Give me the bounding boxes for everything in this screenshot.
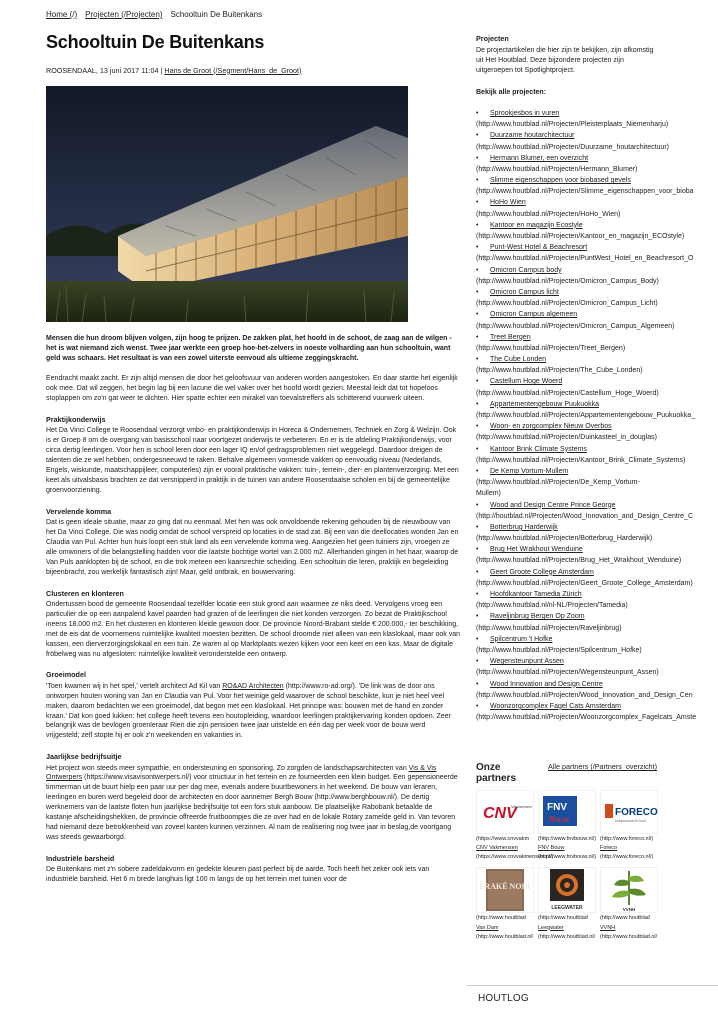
project-link[interactable]: Geert Groote College Amsterdam [490,568,594,576]
hero-image [46,86,408,322]
list-item[interactable] [476,287,716,309]
frake-noir-logo-text: FRAKÉ NOIR [479,882,531,892]
project-link[interactable]: Slimme eigenschappen voor biobased gevels [490,177,631,185]
section-heading: Jaarlijkse bedrijfsuitje [46,752,122,762]
breadcrumb-projects-link[interactable]: Projecten (/Projecten) [85,10,163,19]
list-item[interactable] [476,153,716,175]
list-item[interactable] [476,354,716,376]
section-heading: Industriële barsheid [46,854,115,864]
list-item[interactable] [476,634,716,656]
partner-grid [476,790,716,941]
project-url: (http://www.houtblad.nl/Projecten/Pleisterplaats_Niemenharju) [476,121,669,129]
project-link[interactable]: Hoofdkantoor Tamedia Zürich [490,591,582,599]
partner-url-2: (http://www.houtblad.nl/ [476,933,534,940]
text-before: Het project won steeds meer sympathie, en ondersteuning en sponsoring. Zo zorgden de landschapsarchitecten van [46,764,409,772]
section-praktijkonderwijs [46,415,460,496]
project-url: (http://www.houtblad.nl/Projecten/Omicron_Campus_Body) [476,277,659,285]
project-url: (http://www.houtblad.nl/nl-NL/Projecten/Tamedia) [476,602,628,610]
houtlog-heading: HOUTLOG [466,985,718,1006]
list-item[interactable] [476,701,716,723]
list-item[interactable] [476,500,716,522]
bullet-icon: • [476,546,479,554]
partner-url-2: (https://www.cnvvakmensen.nl/) [476,854,554,861]
foreco-logo-sub: Uniquewood in hout [615,819,646,823]
cnv-logo[interactable] [476,790,534,834]
leegwater-logo[interactable] [538,867,596,913]
project-list [476,108,716,723]
section-clusteren [46,589,460,660]
frake-noir-logo[interactable] [476,867,534,913]
partner-url: (http://www.houtblad [538,915,588,922]
bullet-icon: • [476,288,479,296]
project-link[interactable]: Omicron Campus licht [490,288,559,296]
project-link[interactable]: Appartementengebouw Puukuokka [490,400,599,408]
partner-url-2: (http://www.foreco.nl/) [600,854,654,861]
section-text [46,764,460,844]
project-link[interactable]: Duurzame houtarchitectuur [490,132,575,140]
bullet-icon: • [476,311,479,319]
partners-heading: Onze partners [476,762,517,784]
project-link[interactable]: Omicron Campus algemeen [490,311,578,319]
project-link[interactable]: Kantoor en magazijn Ecostyle [490,221,583,229]
project-url: (http://www.houtblad.nl/Projecten/Geert_Groote_College_Amsterdam) [476,579,693,587]
project-link[interactable]: Hermann Blumer, een overzicht [490,154,589,162]
bullet-icon: • [476,423,479,431]
section-groeimodel [46,670,460,741]
project-url: (http://www.houtblad.nl/Projecten/Hermann_Blumer) [476,165,638,173]
list-item[interactable] [476,332,716,354]
bullet-icon: • [476,378,479,386]
list-item[interactable] [476,679,716,701]
partner-card-fnv[interactable] [538,790,598,861]
article [46,26,460,885]
partner-name-link[interactable]: Foreco [600,845,618,852]
list-item[interactable] [476,567,716,589]
project-link[interactable]: Spilcentrum 't Hofke [490,635,553,643]
text-after: (http://www.ro-ad.org/). 'De link was de door ons ontworpen houten woning van Jan en Claudia van Pul. Voor het weinige geld waarover de school beschikte, kun je niet heel veel maken, daarom bedachten we een groeimodel, dat begon met een klaslokaal. Het principe was: bouwen met de hand en zonder kraan.' Dat kon goed lukken: het college heeft tevens een houtopleiding, waardoor leerlingen praktijkervaring konden opdoen. Zeer belangrijk was de bevlogen groenleraar Rien die zijn pensioen twee jaar uitstelde en één dag per week voor de bouw werd vrijgesteld; zelf stopte hij er ook z'n weekenden en vakanties in. [46,682,451,740]
section-vervelende-komma [46,507,460,578]
foreco-logo[interactable] [600,790,658,834]
bullet-icon: • [476,177,479,185]
project-url: (http://www.houtblad.nl/Projecten/De_Kemp_Vortum- [476,479,640,487]
project-link[interactable]: Brug Het Wrakhout Wenduine [490,546,583,554]
project-url: (http://www.houtblad.nl/Projecten/Kantoor_Brink_Climate_Systems) [476,456,686,464]
bullet-icon: • [476,333,479,341]
partner-url: (https://www.cnvvakm [476,836,530,842]
project-url: (http://www.houtblad.nl/Projecten/Omicron_Campus_Licht) [476,300,658,308]
project-url: (http://www.houtblad.nl/Projecten/Wood_Innovation_and_Design_Cen [476,691,693,699]
partner-url: (http://www.foreco.nl/) [600,836,654,842]
bullet-icon: • [476,221,479,229]
leegwater-logo-text: LEEGWATER [551,905,583,912]
partner-card-leegwater[interactable] [538,867,598,940]
text-after: (https://www.visavisontwerpers.nl/) voor structuur in het terrein en ze fourneerden een klein budget. Een gepensioneerde timmerman uit de buurt hielp een paar uur per dag mee, evenals andere buurtbewoners in het weekend. De bouw van leraren, leerlingen en buren werd begeleid door de architecten en door aannemer Bergh Bouw (http://www.berghbouw.nl/). De dertig werknemers van de laatste floten hun jaarlijkse bedrijfsuitje tot een fors stuk aanbouw. De plaatselijke Rabobank betaalde de kastanje afscheidingshekken, de provincie offreerde fruitboompjes die ze over had en de lokale Rotary zamelde geld in. Van tevoren had niemand deze betrokkenheid van zoveel kanten kunnen verzinnen. Al nam de realisering nog twee jaar in beslag,de voortgang was steeds gewaarborgd. [46,774,458,842]
bullet-icon: • [476,702,479,710]
bullet-icon: • [476,445,479,453]
partner-name-link[interactable]: CNV Vakmensen [476,845,518,852]
project-link[interactable]: Sprookjesbos in vuren [490,109,560,117]
project-url: (http://www.houtblad.nl/Projecten/Kantoor_en_magazijn_ECOstyle) [476,233,685,241]
list-item[interactable] [476,242,716,264]
partners-header [476,762,716,784]
project-link[interactable]: Wegensteunpunt Assen [490,658,564,666]
all-partners-link[interactable]: Alle partners (/Partners_overzicht) [548,762,658,771]
partner-card-vvnh[interactable] [600,867,660,940]
bullet-icon: • [476,154,479,162]
cnv-logo-sub: Vakmensen [511,804,532,809]
partner-card-van-dam[interactable] [476,867,536,940]
breadcrumb [46,9,262,20]
section-text: Het Da Vinci College te Roosendaal verzorgt vmbo- en praktijkonderwijs in Horeca & Ondernemen, Techniek en Zorg & Welzijn. Ook is er Groep 8 om de overgang van basisschool naar voortgezet onderwijs te verbeteren. En er is de afdeling Praktijkonderwijs, voor circa dertig leerlingen. Voor hen is school leren door een lager IQ en/of gedragsproblemen niet weggelegd. Daardoor dreigen de talenten die ze wel hebben, ondergesneeuwd te raken. Behalve algemeen vormende vakken op eenvoudig niveau (Nederlands, Engels, wiskunde, maatschappijleer, computerles) zijn er vooral praktische vakken: tuin-, terrein-, dier- en plantenverzorging. Met een keet als uitvalsbasis brachten ze dat versnipperd in praktijk in de tuinen van andere Roosendaalse scholen en bij de gemeentelijke groenvoorziening. [46,427,459,494]
list-item[interactable] [476,544,716,566]
list-item[interactable] [476,444,716,466]
bullet-icon: • [476,658,479,666]
cnv-logo-text: CNV [483,805,517,822]
project-url-cont: Mullem) [476,490,501,498]
article-lead: Mensen die hun droom blijven volgen, zijn hoog te prijzen. De zakken plat, het hoofd in de schoot, de zaag aan de wilgen - het is wat niemand zich wenst. Twee jaar werkte een groep hoe-het-zelvers in noeste volharding aan hun schooltuin, want geld was schaars. Het resultaat is van een zowel uiterste eenvoud als ultieme zeggingskracht. [46,334,452,363]
partners-block [476,762,716,941]
partner-url: (http://www.houtblad [600,915,650,922]
list-item[interactable] [476,197,716,219]
article-date: ROOSENDAAL, 13 juni 2017 11:04 | [46,65,163,75]
project-link[interactable]: Punt-West Hotel & Beachresort [490,244,588,252]
project-link[interactable]: Wood and Design Centre Prince George [490,501,616,509]
sidebar-heading: Projecten [476,34,509,43]
project-link[interactable]: Omicron Campus body [490,266,562,274]
section-text: De Buitenkans met z'n sobere zadeldakvorm en gedekte kleuren past perfect bij de aarde. Toch heeft het zeker ook iets van industriële barsheid. Het 6 m brede langhuis ligt 100 m langs de op het terrein met tuinen voor de [46,866,430,884]
project-url: (http://www.houtblad.nl/Projecten/The_Cube_Londen) [476,367,643,375]
partner-url: (http://www.fnvbouw.nl/) [538,836,597,842]
list-item[interactable] [476,421,716,443]
bullet-icon: • [476,132,479,140]
foreco-logo-text: FORECO [615,807,658,818]
section-heading: Groeimodel [46,670,86,680]
project-link[interactable]: The Cube Londen [490,356,547,364]
project-url: (http://www.houtblad.nl/Projecten/Slimme_eigenschappen_voor_bioba [476,188,694,196]
list-item[interactable] [476,611,716,633]
page-title: Schooltuin De Buitenkans [46,32,265,52]
project-url: (http://www.houtblad.nl/Projecten/Duurzame_houtarchitectuur) [476,143,669,151]
bullet-icon: • [476,568,479,576]
list-item[interactable] [476,108,716,130]
project-link[interactable]: De Kemp Vortum-Mullem [490,467,569,475]
text-before: 'Toen kwamen wij in het spel,' vertelt architect Ad Kil van [46,682,223,690]
fnv-logo-text: FNV [547,802,567,813]
greenhouse-photo [46,86,408,322]
project-link[interactable]: Treet Bergen [490,333,531,341]
project-url: (http://www.houtblad.nl/Projecten/Omicron_Campus_Algemeen) [476,322,675,330]
project-url: (http://www.houtblad.nl/Projecten/Woonzorgcomplex_Fagelcats_Amste [476,714,697,722]
article-meta [46,66,460,76]
author-link[interactable]: Hans de Groot (/Segment/Hans_de_Groot) [164,65,302,75]
sidebar [476,34,716,723]
project-url: (http://www.houtblad.nl/Projecten/Raveljinbrug) [476,624,622,632]
bullet-icon: • [476,591,479,599]
section-heading: Praktijkonderwijs [46,415,106,424]
list-item[interactable] [476,220,716,242]
project-link[interactable]: Wood Innovation and Design Centre [490,680,603,688]
vis-vis-link[interactable]: Vis & Vis Ontwerpers [46,764,437,782]
fnv-logo[interactable] [538,790,596,834]
all-projects-title: Bekijk alle projecten: [476,89,547,97]
vvnh-logo[interactable] [600,867,658,913]
project-link[interactable]: HoHo Wien [490,199,526,207]
list-item[interactable] [476,130,716,152]
list-item[interactable] [476,175,716,197]
bullet-icon: • [476,356,479,364]
project-url: (http://www.houtblad.nl/Projecten/Castellum_Hoge_Woerd) [476,389,659,397]
list-item[interactable] [476,265,716,287]
list-item[interactable] [476,399,716,421]
project-link[interactable]: Kantoor Brink Climate Systems [490,445,587,453]
project-url: (http://houtblad.nl/Projecten/Wood_Innovation_and_Design_Centre_C [476,512,694,520]
project-url: (http://www.houtblad.nl/Projecten/Spilcentrum_Hofke) [476,646,642,654]
list-item[interactable] [476,309,716,331]
partner-name-link[interactable]: Van Dam [476,924,499,931]
bullet-icon: • [476,635,479,643]
section-text: Dat is geen ideale situatie, maar zo ging dat nu eenmaal. Met hen was ook onvoldoende rekening gehouden bij de nieuwbouw van het Da Vinci College. Die was nodig omdat de school verspreid op locaties in de stad zat. Bij een van die deellocaties wonden Jan en Claudia van Pul. Achter hun huis loopt een stuk land als een vervelende komma weg. Aangezien het geen tuiniers zijn, vroegen ze alle omwoners of die belangstelling hadden voor die laatste bochtige wortel van 2.000 m2. Allerhanden gingen in het haar, waarop de Van Puls aanklopten bij de school, en die trok meteen een kaarsrechte scheiding. Een schooltuin die leren, praktijk en begeleiding bijeenbracht, zou werkelijk fantastisch zijn! Maar, geld ontbrak, en bouwervaring. [46,519,459,576]
section-bedrijfsuitje [46,752,460,843]
list-item[interactable] [476,589,716,611]
section-industriele-barsheid [46,854,460,885]
bullet-icon: • [476,467,479,475]
breadcrumb-home-link[interactable]: Home (/) [46,10,78,19]
list-item[interactable] [476,656,716,678]
project-url: (http://www.houtblad.nl/Projecten/Appartementengebouw_Puukuokka_ [476,412,696,420]
list-item[interactable] [476,376,716,398]
partner-name-link[interactable]: Leegwater [538,924,564,931]
project-url: (http://www.houtblad.nl/Projecten/Duinkasteel_in_douglas) [476,434,657,442]
sidebar-intro: De projectartikelen die hier zijn te bekijken, zijn afkomstig uit Het Houtblad. Deze bijzondere projecten zijn uitgeroepen tot Spotlightproject. [476,47,654,75]
partner-name-link[interactable]: VVNH [600,924,616,931]
road-architecten-link[interactable]: RO&AD Architecten [222,682,284,690]
list-item[interactable] [476,466,716,500]
vvnh-logo-text: VVNH [622,907,636,913]
project-link[interactable]: Botterbrug Harderwijk [490,523,558,531]
project-link[interactable]: Woonzorgcomplex Fagel Cats Amsterdam [490,702,621,710]
bullet-icon: • [476,109,479,117]
bullet-icon: • [476,400,479,408]
partner-url-2: (http://www.houtblad.nl/ [538,933,596,940]
partner-url-2: (http://www.fnvbouw.nl/) [538,854,597,861]
partner-card-foreco[interactable] [600,790,660,861]
project-url: (http://www.houtblad.nl/Projecten/Brug_Het_Wrakhout_Wenduine) [476,557,682,565]
section-heading: Clusteren en klonteren [46,588,124,598]
project-url: (http://www.houtblad.nl/Projecten/PuntWest_Hotel_en_Beachresort_O [476,255,694,263]
project-link[interactable]: Woon- en zorgcomplex Nieuw Overbos [490,423,612,431]
section-heading: Vervelende komma [46,506,112,516]
bullet-icon: • [476,523,479,531]
bullet-icon: • [476,680,479,688]
partner-name-link[interactable]: FNV Bouw [538,845,565,852]
fnv-logo-sub: Bouw [549,815,570,824]
project-url: (http://www.houtblad.nl/Projecten/HoHo_Wien) [476,210,621,218]
bullet-icon: • [476,199,479,207]
bullet-icon: • [476,501,479,509]
breadcrumb-current: Schooltuin De Buitenkans [170,10,263,19]
article-intro: Eendracht maakt zacht. Er zijn altijd mensen die door het geloofsvuur van anderen worden aangestoken. En daar startte het eigenlijk ook mee. Dat wil zeggen, het begin lag bij een lacune die wel vaker over het hoofd wordt gezien. Meestal leidt dat tot hopeloos stoplappen om zo'n gat weer te dichten. Hier spatte echter een mirakel van toevalstreffers als schitterend vuurwerk uiteen. [46,375,458,403]
partner-url: (http://www.houtblad [476,915,526,922]
project-link[interactable]: Castellum Hoge Woerd [490,378,563,386]
section-text [46,682,460,742]
project-link[interactable]: Raveljinbrug Bergen Op Zoom [490,613,585,621]
project-url: (http://www.houtblad.nl/Projecten/Botterbrug_Harderwijk) [476,535,653,543]
project-url: (http://www.houtblad.nl/Projecten/Treet_Bergen) [476,344,626,352]
list-item[interactable] [476,522,716,544]
section-text: Ondertussen bood de gemeente Roosendaal tezelfder locatie een stuk grond aan waarmee ze niks deed. Vervolgens vroeg een particulier die op een aanpalend kavel paarden had grazen of de leerlingen die niet konden verzorgen. Zo bezat de Praktijkschool ineens 18.000 m2. En het clusteren en klonteren kleide gewoon door. De provincie Noord-Brabant stelde € 200.000,- ter beschikking, met de eis dat de voornemens ruimtelijke kwaliteit moesten bezitten. De school droomde niet alleen van een klaslokaal, maar ook van kassen, een dierverzorgingslokaal en een tuin. Ze waren al op Marktplaats wezen kijken voor een keet en een kas. Maar de digitale fröbelweg was nu afgesloten: ruimtelijke kwaliteit veronderstelde een ontwerp. [46,600,460,658]
bullet-icon: • [476,266,479,274]
project-url: (http://www.houtblad.nl/Projecten/Wegensteunpunt_Assen) [476,669,659,677]
bullet-icon: • [476,613,479,621]
partner-url-2: (http://www.houtblad.nl/ [600,933,658,940]
bullet-icon: • [476,244,479,252]
